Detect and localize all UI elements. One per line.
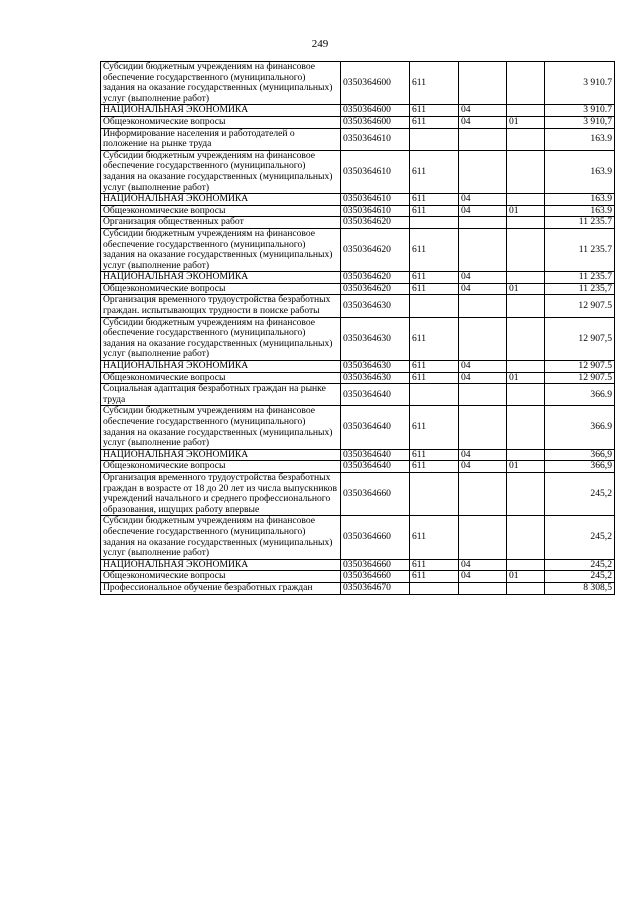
- row-sum-cell: 12 907.5: [545, 295, 615, 317]
- row-vr-cell: [410, 582, 459, 594]
- row-sum-cell: 163.9: [545, 128, 615, 150]
- table-row: [101, 128, 615, 150]
- table-row: [101, 461, 615, 473]
- row-code-cell: 0350364630: [341, 372, 410, 384]
- row-rz-cell: [459, 472, 507, 515]
- row-vr-cell: 611: [410, 283, 459, 295]
- row-rz-cell: [459, 217, 507, 229]
- row-name-cell: Общеэкономические вопросы: [101, 372, 341, 384]
- row-rz-cell: 04: [459, 559, 507, 571]
- row-code-cell: 0350364630: [341, 295, 410, 317]
- table-row: [101, 516, 615, 559]
- row-sum-cell: 11 235,7: [545, 283, 615, 295]
- row-pr-cell: [507, 516, 545, 559]
- row-name-cell: НАЦИОНАЛЬНАЯ ЭКОНОМИКА: [101, 272, 341, 284]
- table-row: [101, 317, 615, 360]
- row-sum-cell: 12 907.5: [545, 372, 615, 384]
- row-vr-cell: 611: [410, 150, 459, 193]
- budget-table: [100, 61, 615, 595]
- row-code-cell: 0350364670: [341, 582, 410, 594]
- row-pr-cell: [507, 228, 545, 271]
- row-pr-cell: 01: [507, 461, 545, 473]
- row-sum-cell: 12 907.5: [545, 361, 615, 373]
- row-code-cell: 0350364620: [341, 217, 410, 229]
- row-vr-cell: [410, 128, 459, 150]
- row-pr-cell: [507, 62, 545, 105]
- row-pr-cell: [507, 105, 545, 117]
- row-name-cell: Общеэкономические вопросы: [101, 571, 341, 583]
- row-name-cell: Общеэкономические вопросы: [101, 116, 341, 128]
- row-code-cell: 0350364620: [341, 283, 410, 295]
- row-sum-cell: 245,2: [545, 516, 615, 559]
- table-row: [101, 472, 615, 515]
- row-name-cell: Организация временного трудоустройства безработных граждан. испытывающих трудности в поиске работы: [101, 295, 341, 317]
- table-row: [101, 116, 615, 128]
- row-rz-cell: [459, 295, 507, 317]
- row-name-cell: Общеэкономические вопросы: [101, 205, 341, 217]
- row-pr-cell: [507, 384, 545, 406]
- row-pr-cell: [507, 150, 545, 193]
- row-rz-cell: 04: [459, 205, 507, 217]
- row-sum-cell: 3 910.7: [545, 105, 615, 117]
- row-rz-cell: [459, 516, 507, 559]
- table-row: [101, 205, 615, 217]
- row-code-cell: 0350364610: [341, 205, 410, 217]
- table-row: [101, 283, 615, 295]
- row-vr-cell: 611: [410, 205, 459, 217]
- row-rz-cell: [459, 62, 507, 105]
- row-sum-cell: 3 910.7: [545, 62, 615, 105]
- row-pr-cell: 01: [507, 205, 545, 217]
- row-name-cell: НАЦИОНАЛЬНАЯ ЭКОНОМИКА: [101, 194, 341, 206]
- row-name-cell: Субсидии бюджетным учреждениям на финансовое обеспечение государственного (муниципального) задания на оказание государственных (муниципальных) услуг (выполнение работ): [101, 150, 341, 193]
- row-sum-cell: 11 235.7: [545, 228, 615, 271]
- table-row: [101, 361, 615, 373]
- row-sum-cell: 163.9: [545, 194, 615, 206]
- row-rz-cell: 04: [459, 105, 507, 117]
- row-code-cell: 0350364610: [341, 128, 410, 150]
- row-code-cell: 0350364620: [341, 228, 410, 271]
- row-pr-cell: 01: [507, 372, 545, 384]
- row-vr-cell: 611: [410, 116, 459, 128]
- row-pr-cell: [507, 317, 545, 360]
- row-rz-cell: 04: [459, 361, 507, 373]
- row-name-cell: Субсидии бюджетным учреждениям на финансовое обеспечение государственного (муниципального) задания на оказание государственных (муниципальных) услуг (выполнение работ): [101, 516, 341, 559]
- table-row: [101, 449, 615, 461]
- row-sum-cell: 366,9: [545, 449, 615, 461]
- row-code-cell: 0350364610: [341, 194, 410, 206]
- row-vr-cell: 611: [410, 516, 459, 559]
- row-name-cell: Организация временного трудоустройства безработных граждан в возрасте от 18 до 20 лет из числа выпускников учреждений начального и среднего профессионального образования, ищущих работу впервые: [101, 472, 341, 515]
- table-row: [101, 372, 615, 384]
- row-vr-cell: 611: [410, 228, 459, 271]
- row-name-cell: Субсидии бюджетным учреждениям на финансовое обеспечение государственного (муниципального) задания на оказание государственных (муниципальных) услуг (выполнение работ): [101, 406, 341, 449]
- row-code-cell: 0350364640: [341, 449, 410, 461]
- row-code-cell: 0350364620: [341, 272, 410, 284]
- row-name-cell: Организация общественных работ: [101, 217, 341, 229]
- row-sum-cell: 11 235.7: [545, 217, 615, 229]
- row-sum-cell: 245,2: [545, 571, 615, 583]
- row-sum-cell: 163.9: [545, 150, 615, 193]
- row-vr-cell: 611: [410, 571, 459, 583]
- row-rz-cell: 04: [459, 272, 507, 284]
- row-name-cell: НАЦИОНАЛЬНАЯ ЭКОНОМИКА: [101, 105, 341, 117]
- row-code-cell: 0350364610: [341, 150, 410, 193]
- row-vr-cell: 611: [410, 317, 459, 360]
- row-sum-cell: 3 910,7: [545, 116, 615, 128]
- row-name-cell: Информирование населения и работодателей о положение на рынке труда: [101, 128, 341, 150]
- row-rz-cell: 04: [459, 571, 507, 583]
- row-vr-cell: [410, 384, 459, 406]
- table-row: [101, 62, 615, 105]
- row-name-cell: Профессиональное обучение безработных граждан: [101, 582, 341, 594]
- row-vr-cell: 611: [410, 461, 459, 473]
- row-rz-cell: 04: [459, 449, 507, 461]
- row-name-cell: НАЦИОНАЛЬНАЯ ЭКОНОМИКА: [101, 449, 341, 461]
- row-pr-cell: 01: [507, 571, 545, 583]
- row-rz-cell: [459, 128, 507, 150]
- row-code-cell: 0350364660: [341, 472, 410, 515]
- budget-table-body: [101, 62, 615, 595]
- table-row: [101, 295, 615, 317]
- row-name-cell: Субсидии бюджетным учреждениям на финансовое обеспечение государственного (муниципального) задания на оказание государственных (муниципальных) услуг (выполнение работ): [101, 317, 341, 360]
- row-pr-cell: [507, 582, 545, 594]
- row-vr-cell: 611: [410, 105, 459, 117]
- row-vr-cell: 611: [410, 62, 459, 105]
- row-rz-cell: [459, 150, 507, 193]
- row-code-cell: 0350364660: [341, 571, 410, 583]
- row-rz-cell: 04: [459, 372, 507, 384]
- table-row: [101, 150, 615, 193]
- row-code-cell: 0350364630: [341, 361, 410, 373]
- row-vr-cell: 611: [410, 372, 459, 384]
- row-rz-cell: [459, 406, 507, 449]
- row-name-cell: Социальная адаптация безработных граждан на рынке труда: [101, 384, 341, 406]
- row-code-cell: 0350364600: [341, 116, 410, 128]
- row-code-cell: 0350364660: [341, 559, 410, 571]
- row-code-cell: 0350364640: [341, 461, 410, 473]
- row-code-cell: 0350364600: [341, 105, 410, 117]
- row-vr-cell: [410, 295, 459, 317]
- row-pr-cell: [507, 559, 545, 571]
- row-rz-cell: [459, 384, 507, 406]
- row-sum-cell: 11 235.7: [545, 272, 615, 284]
- row-sum-cell: 8 308,5: [545, 582, 615, 594]
- table-row: [101, 559, 615, 571]
- row-pr-cell: [507, 361, 545, 373]
- row-vr-cell: 611: [410, 272, 459, 284]
- row-sum-cell: 245,2: [545, 472, 615, 515]
- row-vr-cell: [410, 217, 459, 229]
- row-pr-cell: [507, 406, 545, 449]
- row-name-cell: Общеэкономические вопросы: [101, 461, 341, 473]
- row-vr-cell: 611: [410, 361, 459, 373]
- row-sum-cell: 12 907,5: [545, 317, 615, 360]
- row-vr-cell: 611: [410, 194, 459, 206]
- table-row: [101, 272, 615, 284]
- table-row: [101, 384, 615, 406]
- row-rz-cell: 04: [459, 461, 507, 473]
- row-rz-cell: 04: [459, 283, 507, 295]
- table-row: [101, 105, 615, 117]
- row-vr-cell: [410, 472, 459, 515]
- row-sum-cell: 245,2: [545, 559, 615, 571]
- row-sum-cell: 163.9: [545, 205, 615, 217]
- row-pr-cell: [507, 472, 545, 515]
- table-row: [101, 194, 615, 206]
- row-rz-cell: [459, 228, 507, 271]
- row-vr-cell: 611: [410, 559, 459, 571]
- row-pr-cell: [507, 272, 545, 284]
- row-rz-cell: 04: [459, 116, 507, 128]
- row-rz-cell: [459, 317, 507, 360]
- row-pr-cell: [507, 295, 545, 317]
- row-name-cell: Субсидии бюджетным учреждениям на финансовое обеспечение государственного (муниципального) задания на оказание государственных (муниципальных) услуг (выполнение работ): [101, 62, 341, 105]
- row-code-cell: 0350364630: [341, 317, 410, 360]
- table-row: [101, 228, 615, 271]
- row-rz-cell: [459, 582, 507, 594]
- row-name-cell: Общеэкономические вопросы: [101, 283, 341, 295]
- table-row: [101, 217, 615, 229]
- row-sum-cell: 366.9: [545, 406, 615, 449]
- row-name-cell: НАЦИОНАЛЬНАЯ ЭКОНОМИКА: [101, 559, 341, 571]
- table-row: [101, 571, 615, 583]
- table-row: [101, 582, 615, 594]
- row-vr-cell: 611: [410, 406, 459, 449]
- row-pr-cell: [507, 194, 545, 206]
- row-code-cell: 0350364660: [341, 516, 410, 559]
- row-code-cell: 0350364600: [341, 62, 410, 105]
- row-pr-cell: 01: [507, 283, 545, 295]
- row-name-cell: НАЦИОНАЛЬНАЯ ЭКОНОМИКА: [101, 361, 341, 373]
- table-row: [101, 406, 615, 449]
- row-pr-cell: [507, 128, 545, 150]
- row-sum-cell: 366,9: [545, 461, 615, 473]
- row-pr-cell: 01: [507, 116, 545, 128]
- row-pr-cell: [507, 217, 545, 229]
- row-rz-cell: 04: [459, 194, 507, 206]
- row-code-cell: 0350364640: [341, 406, 410, 449]
- row-vr-cell: 611: [410, 449, 459, 461]
- page-number: 249: [311, 38, 329, 50]
- row-code-cell: 0350364640: [341, 384, 410, 406]
- row-name-cell: Субсидии бюджетным учреждениям на финансовое обеспечение государственного (муниципального) задания на оказание государственных (муниципальных) услуг (выполнение работ): [101, 228, 341, 271]
- row-pr-cell: [507, 449, 545, 461]
- row-sum-cell: 366.9: [545, 384, 615, 406]
